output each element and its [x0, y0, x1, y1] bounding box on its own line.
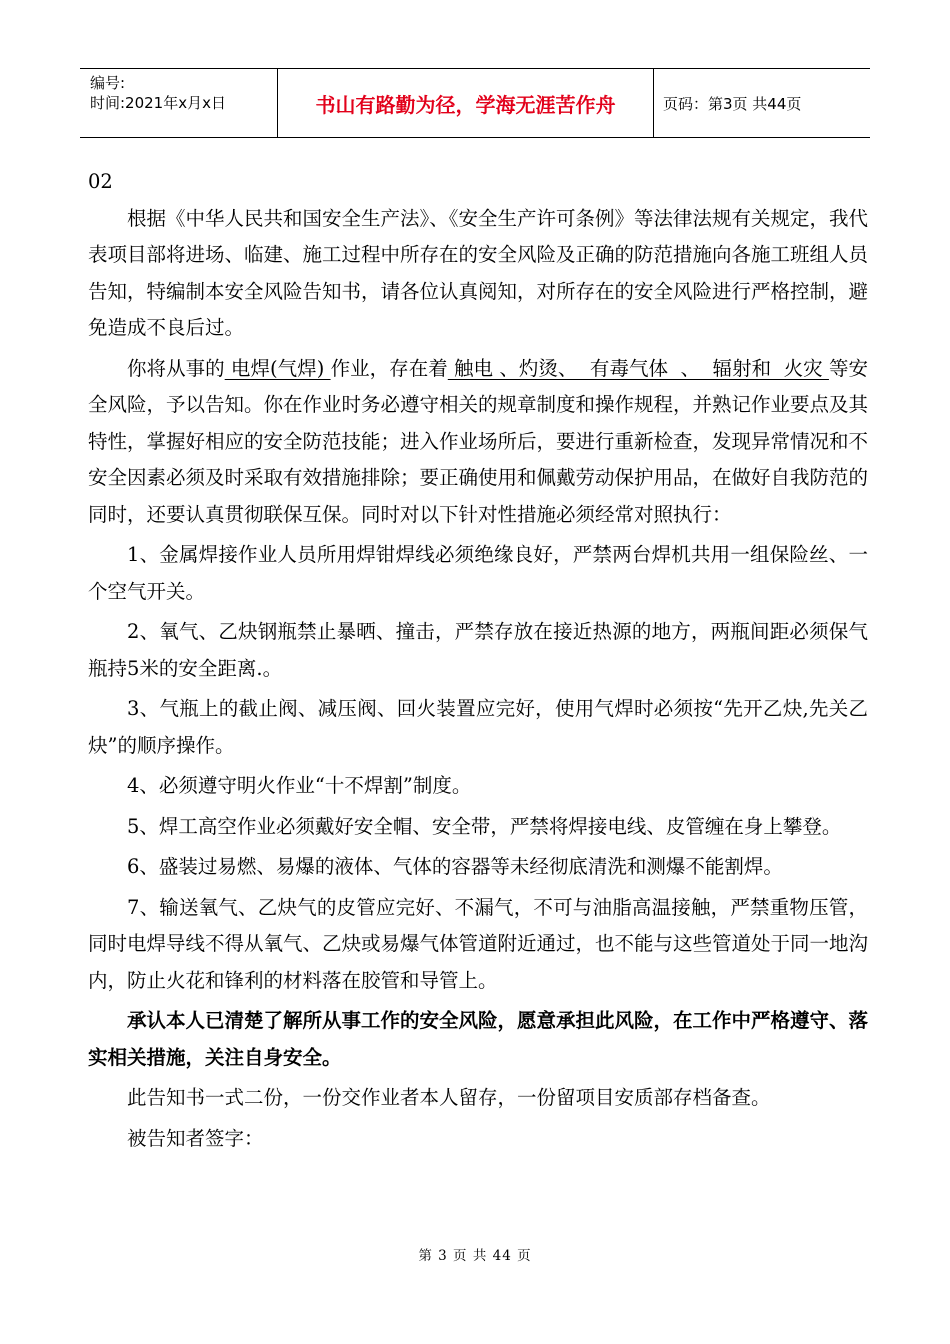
- header-page-info: 页码：第3页 共44页: [663, 94, 802, 113]
- measure-item: 3、气瓶上的截止阀、减压阀、回火装置应完好，使用气焊时必须按“先开乙炔,先关乙炔”的顺序操作。: [88, 697, 868, 757]
- date-label: 时间:2021年x月x日: [90, 94, 226, 112]
- measure-item: 6、盛装过易燃、易爆的液体、气体的容器等未经彻底清洗和测爆不能割焊。: [127, 855, 783, 878]
- page-footer: 第 3 页 共 44 页: [418, 1248, 532, 1264]
- header-motto: 书山有路勤为径，学海无涯苦作舟: [278, 69, 654, 137]
- job-type: 电焊(气焊): [224, 356, 331, 380]
- acknowledgement-statement: 承认本人已清楚了解所从事工作的安全风险，愿意承担此风险，在工作中严格遵守、落实相关措施，关注自身安全。: [88, 1009, 869, 1069]
- header-meta-cell: [80, 69, 278, 137]
- measure-item: 4、必须遵守明火作业“十不焊割”制度。: [127, 774, 472, 797]
- risk-list: 触电 、灼烫、 有毒气体 、 辐射和 火灾: [447, 356, 829, 380]
- notice-prefix: 你将从事的: [127, 356, 225, 380]
- notice-mid: 作业，存在着: [330, 356, 448, 380]
- notice-suffix: 等安全风险，予以告知。你在作业时务必遵守相关的规章制度和操作规程，并熟记作业要点及其特性，掌握好相应的安全防范技能；进入作业场所后，要进行重新检查，发现异常情况和不安全因素必须及时采取有效措施排除；要正确使用和佩戴劳动保护用品，在做好自我防范的同时，还要认真贯彻联保互保。同时对以下针对性措施必须经常对照执行：: [88, 356, 869, 526]
- document-number: 02: [88, 170, 113, 193]
- measure-item: 1、金属焊接作业人员所用焊钳焊线必须绝缘良好，严禁两台焊机共用一组保险丝、一个空气开关。: [88, 543, 868, 603]
- code-label: 编号:: [90, 74, 126, 92]
- risk-notice-paragraph: [88, 351, 868, 534]
- document-header: [80, 68, 870, 138]
- copies-note: 此告知书一式二份，一份交作业者本人留存，一份留项目安质部存档备查。: [127, 1086, 771, 1109]
- measure-item: 5、焊工高空作业必须戴好安全帽、安全带，严禁将焊接电线、皮管缠在身上攀登。: [127, 814, 842, 838]
- signature-label: 被告知者签字：: [127, 1126, 264, 1150]
- measure-item: 7、输送氧气、乙炔气的皮管应完好、不漏气，不可与油脂高温接触，严禁重物压管，同时电焊导线不得从氧气、乙炔或易爆气体管道附近通过，也不能与这些管道处于同一地沟内，防止火花和锋利的材料落在胶管和导管上。: [88, 895, 869, 992]
- document-body: [88, 164, 868, 1161]
- intro-paragraph: 根据《中华人民共和国安全生产法》、《安全生产许可条例》等法律法规有关规定，我代表项目部将进场、临建、施工过程中所存在的安全风险及正确的防范措施向各施工班组人员告知，特编制本安全风险告知书，请各位认真阅知，对所存在的安全风险进行严格控制，避免造成不良后过。: [88, 206, 869, 339]
- measure-item: 2、氧气、乙炔钢瓶禁止暴晒、撞击，严禁存放在接近热源的地方，两瓶间距必须保气瓶持5米的安全距离.。: [88, 620, 868, 680]
